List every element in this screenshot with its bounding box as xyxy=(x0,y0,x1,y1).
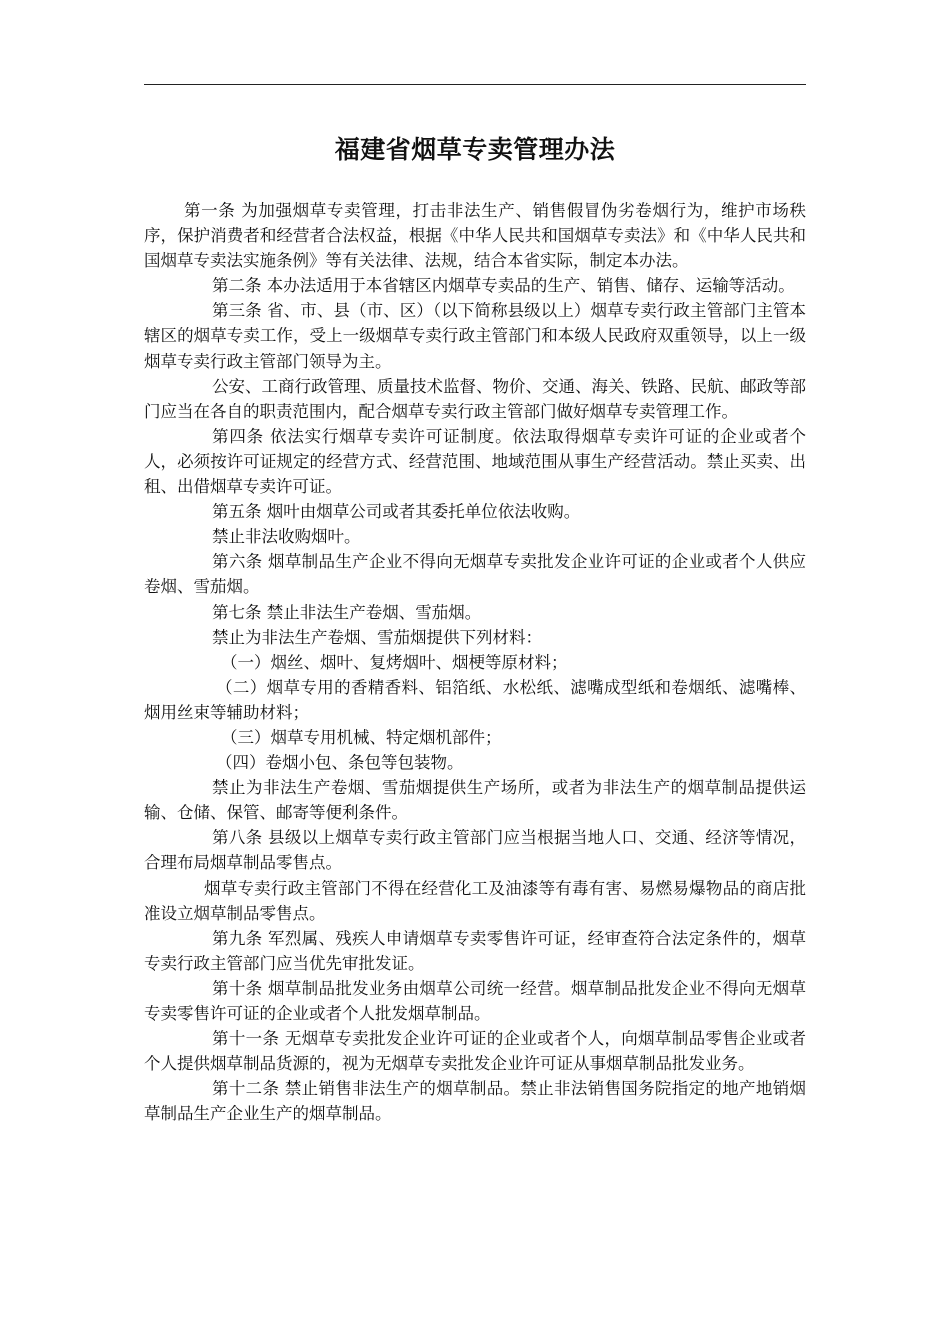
article-8-paragraph-2: 烟草专卖行政主管部门不得在经营化工及油漆等有毒有害、易燃易爆物品的商店批准设立烟草制品零售点。 xyxy=(144,878,806,923)
document-body xyxy=(144,198,806,1126)
article-3: 第三条 省、市、县（市、区）（以下简称县级以上）烟草专卖行政主管部门主管本辖区的烟草专卖工作，受上一级烟草专卖行政主管部门和本级人民政府双重领导，以上一级烟草专卖行政主管部门领导为主。 xyxy=(144,301,806,371)
article-1: 第一条 为加强烟草专卖管理，打击非法生产、销售假冒伪劣卷烟行为，维护市场秩序，保护消费者和经营者合法权益，根据《中华人民共和国烟草专卖法》和《中华人民共和国烟草专卖法实施条例》等有关法律、法规，结合本省实际，制定本办法。 xyxy=(144,201,806,271)
article-6: 第六条 烟草制品生产企业不得向无烟草专卖批发企业许可证的企业或者个人供应卷烟、雪茄烟。 xyxy=(144,552,806,597)
article-3-paragraph-2: 公安、工商行政管理、质量技术监督、物价、交通、海关、铁路、民航、邮政等部门应当在各自的职责范围内，配合烟草专卖行政主管部门做好烟草专卖管理工作。 xyxy=(144,376,806,421)
article-4: 第四条 依法实行烟草专卖许可证制度。依法取得烟草专卖许可证的企业或者个人，必须按许可证规定的经营方式、经营范围、地域范围从事生产经营活动。禁止买卖、出租、出借烟草专卖许可证。 xyxy=(144,426,806,497)
article-7-item-1: （一）烟丝、烟叶、复烤烟叶、烟梗等原材料； xyxy=(221,652,568,672)
document-title: 福建省烟草专卖管理办法 xyxy=(334,135,616,164)
article-7-item-2: （二）烟草专用的香精香料、铝箔纸、水松纸、滤嘴成型纸和卷烟纸、滤嘴棒、烟用丝束等辅助材料； xyxy=(144,677,806,722)
article-7-paragraph-3: 禁止为非法生产卷烟、雪茄烟提供生产场所，或者为非法生产的烟草制品提供运输、仓储、保管、邮寄等便利条件。 xyxy=(144,778,806,823)
article-7-item-4: （四）卷烟小包、条包等包装物。 xyxy=(216,753,464,773)
article-5: 第五条 烟叶由烟草公司或者其委托单位依法收购。 xyxy=(212,502,581,522)
article-9: 第九条 军烈属、残疾人申请烟草专卖零售许可证，经审查符合法定条件的，烟草专卖行政主管部门应当优先审批发证。 xyxy=(144,928,806,973)
article-11: 第十一条 无烟草专卖批发企业许可证的企业或者个人，向烟草制品零售企业或者个人提供烟草制品货源的，视为无烟草专卖批发企业许可证从事烟草制品批发业务。 xyxy=(144,1029,806,1074)
article-7-paragraph-2: 禁止为非法生产卷烟、雪茄烟提供下列材料： xyxy=(212,627,542,647)
article-7-item-3: （三）烟草专用机械、特定烟机部件； xyxy=(221,727,502,747)
article-5-paragraph-2: 禁止非法收购烟叶。 xyxy=(212,527,361,547)
article-10: 第十条 烟草制品批发业务由烟草公司统一经营。烟草制品批发企业不得向无烟草专卖零售许可证的企业或者个人批发烟草制品。 xyxy=(144,978,806,1023)
header-rule xyxy=(144,84,806,85)
article-8: 第八条 县级以上烟草专卖行政主管部门应当根据当地人口、交通、经济等情况，合理布局烟草制品零售点。 xyxy=(144,828,806,873)
article-2: 第二条 本办法适用于本省辖区内烟草专卖品的生产、销售、储存、运输等活动。 xyxy=(212,276,795,296)
article-7: 第七条 禁止非法生产卷烟、雪茄烟。 xyxy=(212,602,482,622)
article-12: 第十二条 禁止销售非法生产的烟草制品。禁止非法销售国务院指定的地产地销烟草制品生产企业生产的烟草制品。 xyxy=(144,1079,806,1124)
